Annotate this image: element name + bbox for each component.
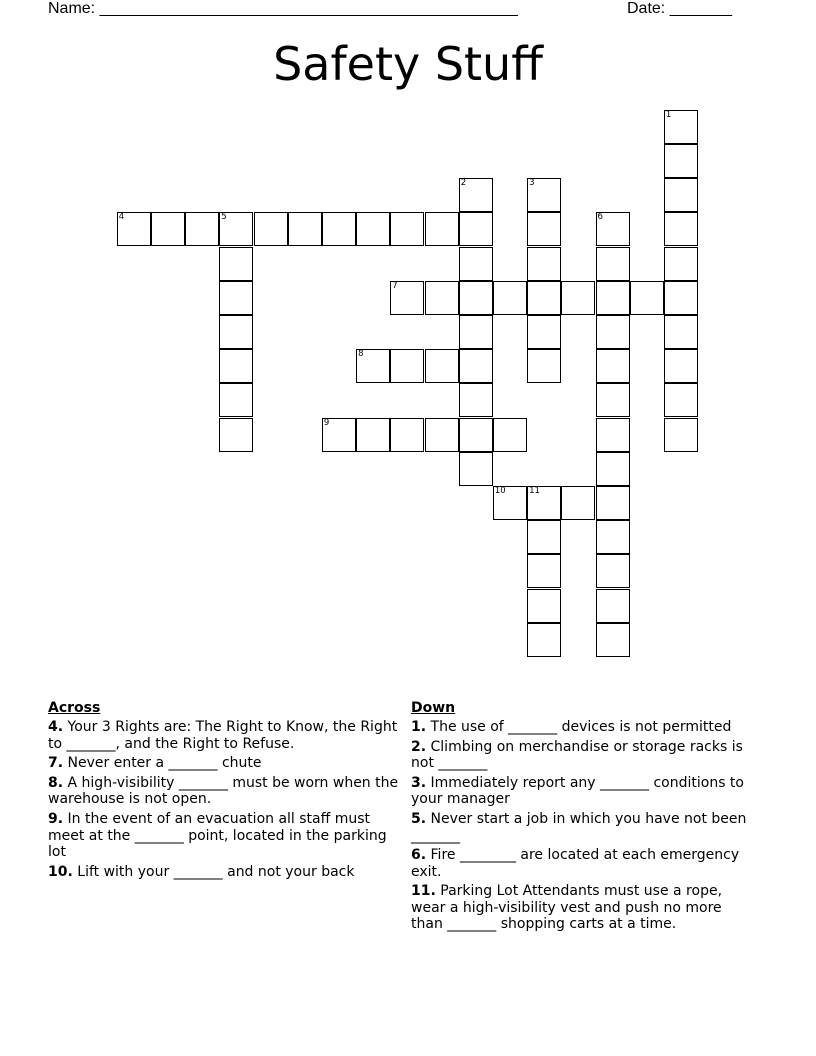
across-clues xyxy=(48,700,408,883)
grid-cell[interactable] xyxy=(527,349,561,383)
grid-cell[interactable] xyxy=(527,623,561,657)
grid-cell[interactable] xyxy=(459,452,493,486)
grid-cell[interactable] xyxy=(664,349,698,383)
grid-cell[interactable] xyxy=(596,349,630,383)
grid-cell[interactable] xyxy=(561,281,595,315)
grid-cell[interactable] xyxy=(390,418,424,452)
date-field-label: Date: _______ xyxy=(627,0,732,17)
clue-text: The use of _______ devices is not permitted xyxy=(430,719,732,736)
clue-text: Climbing on merchandise or storage racks is not _______ xyxy=(411,739,743,772)
grid-cell[interactable] xyxy=(493,281,527,315)
grid-cell[interactable] xyxy=(527,178,561,212)
grid-cell[interactable] xyxy=(390,349,424,383)
down-clue xyxy=(411,775,756,808)
down-clue-list xyxy=(411,719,756,932)
grid-cell[interactable] xyxy=(527,520,561,554)
grid-cell[interactable] xyxy=(322,212,356,246)
grid-cell[interactable] xyxy=(596,589,630,623)
grid-cell[interactable] xyxy=(596,212,630,246)
cell-number: 3 xyxy=(529,178,535,189)
clue-text: In the event of an evacuation all staff must meet at the _______ point, located in the parking lot xyxy=(48,811,387,860)
grid-cell[interactable] xyxy=(356,418,390,452)
down-clue xyxy=(411,739,756,772)
across-clue xyxy=(48,864,408,880)
grid-cell[interactable] xyxy=(219,281,253,315)
grid-cell[interactable] xyxy=(527,247,561,281)
clue-number: 4. xyxy=(48,719,64,736)
clue-text: Immediately report any _______ conditions to your manager xyxy=(411,775,744,808)
cell-number: 7 xyxy=(392,280,398,291)
grid-cell[interactable] xyxy=(425,281,459,315)
across-clue xyxy=(48,755,408,771)
clue-number: 10. xyxy=(48,863,73,880)
grid-cell[interactable] xyxy=(322,418,356,452)
grid-cell[interactable] xyxy=(664,144,698,178)
clue-text: Fire ________ are located at each emergency exit. xyxy=(411,847,740,880)
grid-cell[interactable] xyxy=(219,212,253,246)
grid-cell[interactable] xyxy=(596,623,630,657)
grid-cell[interactable] xyxy=(596,520,630,554)
grid-cell[interactable] xyxy=(527,315,561,349)
grid-cell[interactable] xyxy=(459,281,493,315)
across-clue xyxy=(48,775,408,808)
grid-cell[interactable] xyxy=(527,486,561,520)
across-clue xyxy=(48,719,408,752)
grid-cell[interactable] xyxy=(356,212,390,246)
grid-cell[interactable] xyxy=(664,418,698,452)
down-clue xyxy=(411,719,756,735)
grid-cell[interactable] xyxy=(561,486,595,520)
down-heading: Down xyxy=(411,700,456,716)
cell-number: 8 xyxy=(358,349,364,360)
grid-cell[interactable] xyxy=(493,418,527,452)
grid-cell[interactable] xyxy=(459,178,493,212)
cell-number: 11 xyxy=(529,485,540,496)
clue-number: 3. xyxy=(411,775,427,792)
down-clue xyxy=(411,811,756,844)
grid-cell[interactable] xyxy=(527,281,561,315)
grid-cell[interactable] xyxy=(596,315,630,349)
grid-cell[interactable] xyxy=(596,554,630,588)
grid-cell[interactable] xyxy=(219,383,253,417)
across-clue-list xyxy=(48,719,408,880)
grid-cell[interactable] xyxy=(425,418,459,452)
cell-number: 1 xyxy=(665,109,672,120)
grid-cell[interactable] xyxy=(527,589,561,623)
cell-number: 5 xyxy=(221,212,227,223)
grid-cell[interactable] xyxy=(219,315,253,349)
clue-number: 6. xyxy=(411,847,427,864)
grid-cell[interactable] xyxy=(664,110,698,144)
grid-cell[interactable] xyxy=(185,212,219,246)
down-clue xyxy=(411,883,756,932)
clue-number: 11. xyxy=(411,883,436,900)
clue-text: Lift with your _______ and not your back xyxy=(77,863,355,880)
grid-cell[interactable] xyxy=(630,281,664,315)
clue-text: Never enter a _______ chute xyxy=(67,755,262,772)
grid-cell[interactable] xyxy=(219,247,253,281)
grid-cell[interactable] xyxy=(459,315,493,349)
clue-text: Never start a job in which you have not been _______ xyxy=(411,811,747,844)
grid-cell[interactable] xyxy=(254,212,288,246)
down-clue xyxy=(411,847,756,880)
grid-cell[interactable] xyxy=(664,383,698,417)
grid-cell[interactable] xyxy=(425,349,459,383)
grid-cell[interactable] xyxy=(596,247,630,281)
clue-text: Your 3 Rights are: The Right to Know, the Right to _______, and the Right to Refuse. xyxy=(48,719,398,752)
grid-cell[interactable] xyxy=(425,212,459,246)
grid-cell[interactable] xyxy=(219,349,253,383)
across-clue xyxy=(48,811,408,860)
clue-number: 5. xyxy=(411,811,427,828)
grid-cell[interactable] xyxy=(596,486,630,520)
grid-cell[interactable] xyxy=(596,418,630,452)
grid-cell[interactable] xyxy=(288,212,322,246)
grid-cell[interactable] xyxy=(390,212,424,246)
grid-cell[interactable] xyxy=(459,212,493,246)
clue-number: 7. xyxy=(48,755,64,772)
grid-cell[interactable] xyxy=(459,418,493,452)
grid-cell[interactable] xyxy=(596,452,630,486)
clue-text: A high-visibility _______ must be worn when the warehouse is not open. xyxy=(48,775,399,808)
clue-number: 8. xyxy=(48,775,64,792)
cell-number: 4 xyxy=(118,212,125,223)
puzzle-title: Safety Stuff xyxy=(273,37,543,91)
clue-number: 2. xyxy=(411,739,427,756)
grid-cell[interactable] xyxy=(459,383,493,417)
grid-cell[interactable] xyxy=(527,554,561,588)
clue-number: 9. xyxy=(48,811,64,828)
grid-cell[interactable] xyxy=(664,178,698,212)
grid-cell[interactable] xyxy=(596,281,630,315)
grid-cell[interactable] xyxy=(219,418,253,452)
grid-cell[interactable] xyxy=(151,212,185,246)
across-heading: Across xyxy=(48,700,101,716)
grid-cell[interactable] xyxy=(664,212,698,246)
down-clues xyxy=(411,700,756,936)
clue-text: Parking Lot Attendants must use a rope, wear a high-visibility vest and push no more than _______ shopping carts at a time. xyxy=(411,883,723,933)
grid-cell[interactable] xyxy=(356,349,390,383)
grid-cell[interactable] xyxy=(117,212,151,246)
grid-cell[interactable] xyxy=(459,349,493,383)
cell-number: 10 xyxy=(494,485,506,496)
name-field-label: Name: _______________________________________________ xyxy=(48,0,518,17)
grid-cell[interactable] xyxy=(664,281,698,315)
grid-cell[interactable] xyxy=(527,212,561,246)
grid-cell[interactable] xyxy=(459,247,493,281)
cell-number: 6 xyxy=(597,212,603,223)
cell-number: 2 xyxy=(460,178,467,189)
clue-number: 1. xyxy=(411,719,427,736)
grid-cell[interactable] xyxy=(390,281,424,315)
grid-cell[interactable] xyxy=(664,247,698,281)
grid-cell[interactable] xyxy=(493,486,527,520)
cell-number: 9 xyxy=(323,417,330,428)
grid-cell[interactable] xyxy=(664,315,698,349)
grid-cell[interactable] xyxy=(596,383,630,417)
